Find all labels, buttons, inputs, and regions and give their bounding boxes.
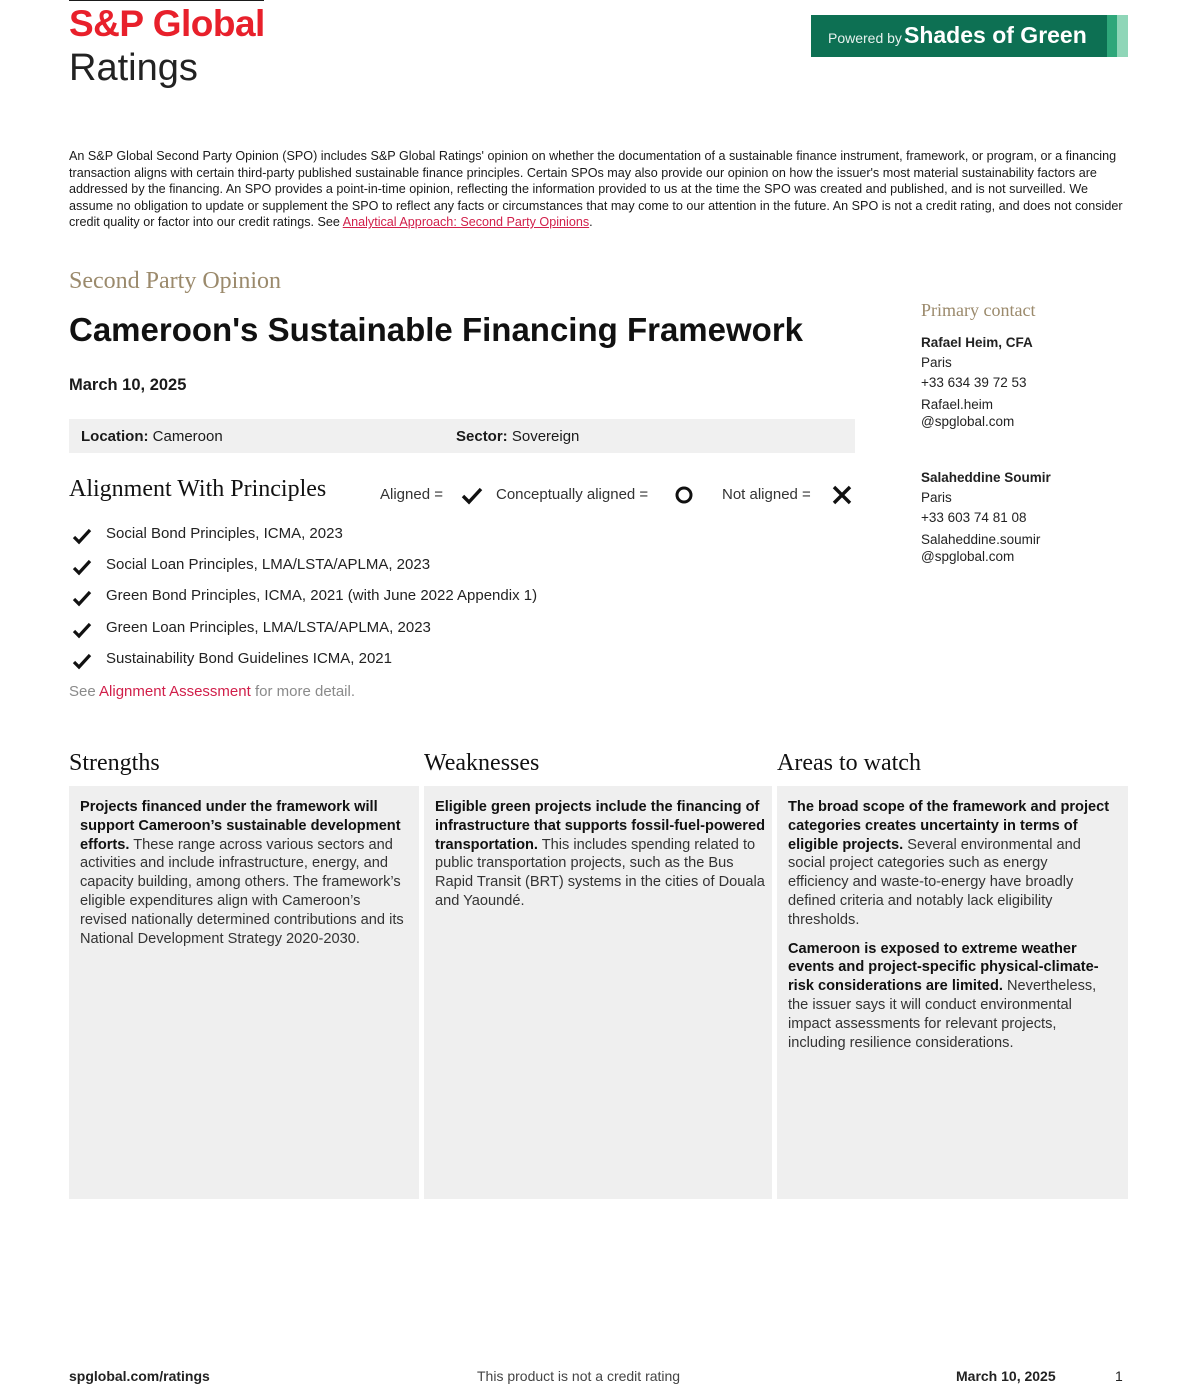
document-date: March 10, 2025 bbox=[69, 376, 187, 394]
weakness-lead: Eligible green projects include the financing of infrastructure that supports fossil-fuel-powered transportation. bbox=[435, 799, 766, 853]
strengths-panel bbox=[69, 786, 419, 1199]
legend-not-aligned-label: Not aligned = bbox=[722, 486, 811, 503]
contact-card bbox=[921, 468, 1051, 565]
see-more-note bbox=[69, 683, 355, 700]
disclaimer-end: . bbox=[589, 215, 593, 229]
badge-stripe-light bbox=[1117, 15, 1128, 57]
checkmark-icon bbox=[461, 482, 483, 508]
page-number: 1 bbox=[1115, 1368, 1123, 1384]
shades-of-green-badge bbox=[811, 15, 1128, 57]
contact-email[interactable] bbox=[921, 396, 1033, 430]
footer-site-link[interactable]: spglobal.com/ratings bbox=[69, 1368, 210, 1384]
weaknesses-text bbox=[435, 798, 765, 921]
watch-item bbox=[788, 940, 1110, 1053]
checkmark-icon bbox=[72, 588, 92, 608]
weakness-body: This includes spending related to public transportation projects, such as the Bus Rapid Transit (BRT) systems in the cities of Douala and Yaoundé. bbox=[435, 836, 765, 909]
badge-name: Shades of Green bbox=[904, 22, 1087, 48]
disclaimer-text: An S&P Global Second Party Opinion (SPO) includes S&P Global Ratings' opinion on whether the documentation of a sustainable finance instrument, framework, or program, or a financing transaction aligns with certain third-party published sustainable finance principles. Certain SPOs may also provide our opinion on how the issuer's most material sustainability factors are addressed by the financing. An SPO provides a point-in-time opinion, reflecting the information provided to us at the time the SPO was created and published, and is not surveilled. We assume no obligation to update or supplement the SPO to reflect any facts or circumstances that may come to our attention in the future. An SPO is not a credit rating, and does not consider credit quality or factor into our credit ratings. See bbox=[69, 149, 1123, 229]
badge-stripe bbox=[1107, 15, 1117, 57]
logo-rule bbox=[69, 0, 264, 1]
strength-body: These range across various sectors and activities and include infrastructure, energy, and capacity building, among others. The framework’s eligible expenditures align with Cameroon’s revised nationally determined contributions and its National Development Strategy 2020-2030. bbox=[80, 836, 404, 947]
contact-email-user: Salaheddine.soumir bbox=[921, 532, 1041, 547]
badge-prefix: Powered by bbox=[828, 30, 902, 46]
see-suffix: for more detail. bbox=[254, 683, 356, 700]
principle-label: Sustainability Bond Guidelines ICMA, 2021 bbox=[106, 650, 392, 667]
contact-name: Rafael Heim, CFA bbox=[921, 335, 1033, 350]
strength-lead: Projects financed under the framework will support Cameroon’s sustainable development efforts. bbox=[80, 799, 401, 853]
circle-icon bbox=[673, 482, 695, 508]
logo-ratings: Ratings bbox=[69, 47, 198, 89]
location-value: Cameroon bbox=[152, 428, 223, 445]
contact-city: Paris bbox=[921, 490, 952, 505]
alignment-assessment-link[interactable]: Alignment Assessment bbox=[99, 683, 251, 700]
strengths-text bbox=[80, 798, 404, 958]
document-kind: Second Party Opinion bbox=[69, 268, 281, 294]
weakness-item bbox=[435, 798, 765, 911]
sector bbox=[456, 428, 579, 445]
contact-email-domain: @spglobal.com bbox=[921, 414, 1015, 429]
logo-sp-global: S&P Global bbox=[69, 3, 265, 44]
strength-item bbox=[80, 798, 404, 948]
areas-to-watch-text bbox=[788, 798, 1110, 1062]
areas-to-watch-title: Areas to watch bbox=[777, 750, 921, 776]
principle-label: Social Loan Principles, LMA/LSTA/APLMA, 2023 bbox=[106, 556, 431, 573]
checkmark-icon bbox=[72, 526, 92, 546]
strengths-title: Strengths bbox=[69, 750, 160, 776]
principle-label: Social Bond Principles, ICMA, 2023 bbox=[106, 525, 343, 542]
checkmark-icon bbox=[72, 620, 92, 640]
contact-email-domain: @spglobal.com bbox=[921, 549, 1015, 564]
contact-email-user: Rafael.heim bbox=[921, 397, 994, 412]
alignment-title: Alignment With Principles bbox=[69, 476, 327, 502]
cross-icon bbox=[831, 482, 853, 508]
info-bar bbox=[69, 419, 855, 453]
location-label: Location: bbox=[81, 428, 149, 445]
weaknesses-panel bbox=[424, 786, 772, 1199]
contact-heading: Primary contact bbox=[921, 300, 1036, 320]
watch-body: Nevertheless, the issuer says it will conduct environmental impact assessments for relevant projects, including resilience considerations. bbox=[788, 978, 1097, 1051]
watch-lead: The broad scope of the framework and project categories creates uncertainty in terms of eligible projects. bbox=[788, 799, 1110, 853]
legend-aligned-label: Aligned = bbox=[380, 486, 443, 503]
principle-label: Green Bond Principles, ICMA, 2021 (with June 2022 Appendix 1) bbox=[106, 587, 538, 604]
watch-body: Several environmental and social project categories such as energy efficiency and waste-to-energy have broadly defined criteria and notably lack eligibility thresholds. bbox=[788, 836, 1081, 928]
disclaimer bbox=[69, 148, 1131, 231]
areas-to-watch-panel bbox=[777, 786, 1128, 1199]
sector-label: Sector: bbox=[456, 428, 508, 445]
analytical-approach-link[interactable]: Analytical Approach: Second Party Opinions bbox=[342, 215, 590, 229]
watch-lead: Cameroon is exposed to extreme weather events and project-specific physical-climate-risk considerations are limited. bbox=[788, 940, 1099, 995]
footer-note: This product is not a credit rating bbox=[477, 1368, 681, 1384]
checkmark-icon bbox=[72, 557, 92, 577]
contact-name: Salaheddine Soumir bbox=[921, 470, 1051, 485]
contact-city: Paris bbox=[921, 355, 952, 370]
see-prefix: See bbox=[69, 683, 96, 700]
contact-card bbox=[921, 333, 1033, 430]
location bbox=[81, 428, 223, 445]
checkmark-icon bbox=[72, 651, 92, 671]
weaknesses-title: Weaknesses bbox=[424, 750, 540, 776]
page-title: Cameroon's Sustainable Financing Framework bbox=[69, 311, 804, 348]
footer-date: March 10, 2025 bbox=[956, 1368, 1056, 1384]
watch-item bbox=[788, 798, 1110, 930]
contact-phone[interactable]: +33 603 74 81 08 bbox=[921, 510, 1027, 525]
sector-value: Sovereign bbox=[511, 428, 580, 445]
legend-conceptual-label: Conceptually aligned = bbox=[496, 486, 649, 503]
contact-email[interactable] bbox=[921, 531, 1051, 565]
principle-label: Green Loan Principles, LMA/LSTA/APLMA, 2023 bbox=[106, 619, 431, 636]
contact-phone[interactable]: +33 634 39 72 53 bbox=[921, 375, 1027, 390]
